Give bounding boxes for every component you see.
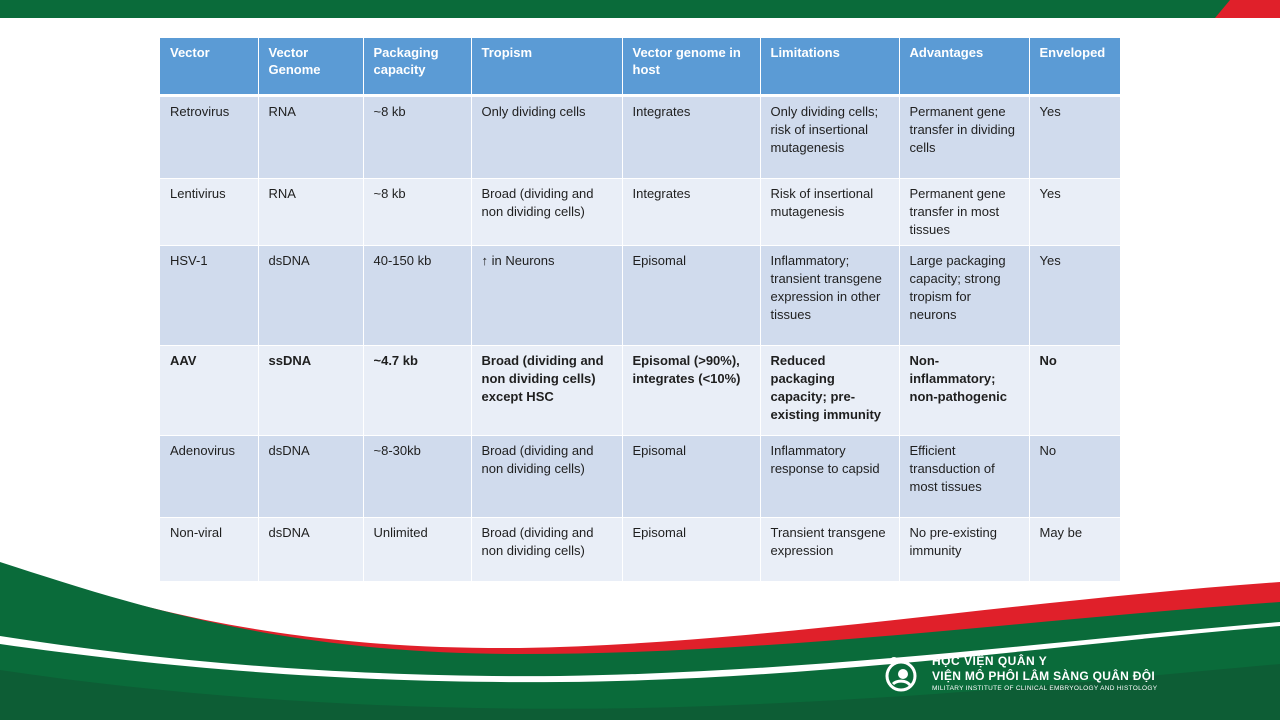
cell-enveloped: Yes [1029, 246, 1120, 346]
cell-tropism: Only dividing cells [471, 96, 622, 179]
header-vector-genome-in-host: Vector genome in host [622, 38, 760, 96]
cell-host: Episomal [622, 518, 760, 582]
header-enveloped: Enveloped [1029, 38, 1120, 96]
cell-vector: Retrovirus [160, 96, 258, 179]
cell-limitations: Only dividing cells; risk of insertional mutagenesis [760, 96, 899, 179]
cell-vector: Non-viral [160, 518, 258, 582]
cell-capacity: ~8-30kb [363, 436, 471, 518]
cell-vector: HSV-1 [160, 246, 258, 346]
cell-genome: RNA [258, 96, 363, 179]
cell-vector: Adenovirus [160, 436, 258, 518]
embryo-logo-icon [884, 654, 920, 694]
logo-title-line1: HỌC VIỆN QUÂN Y [932, 654, 1048, 668]
vector-comparison-table [160, 38, 1121, 582]
cell-capacity: ~8 kb [363, 96, 471, 179]
cell-tropism: ↑ in Neurons [471, 246, 622, 346]
cell-enveloped: Yes [1029, 179, 1120, 246]
table-row [160, 96, 1120, 179]
cell-genome: dsDNA [258, 246, 363, 346]
cell-advantages: Efficient transduction of most tissues [899, 436, 1029, 518]
header-tropism: Tropism [471, 38, 622, 96]
logo-title-line2: VIỆN MÔ PHÔI LÂM SÀNG QUÂN ĐỘI [932, 669, 1156, 683]
cell-advantages: No pre-existing immunity [899, 518, 1029, 582]
header-limitations: Limitations [760, 38, 899, 96]
logo-title-line3: MILITARY INSTITUTE OF CLINICAL EMBRYOLOGY AND HISTOLOGY [932, 685, 1158, 692]
cell-host: Episomal [622, 436, 760, 518]
cell-enveloped: Yes [1029, 96, 1120, 179]
header-advantages: Advantages [899, 38, 1029, 96]
cell-genome: dsDNA [258, 436, 363, 518]
table-row [160, 436, 1120, 518]
cell-limitations: Inflammatory; transient transgene expression in other tissues [760, 246, 899, 346]
cell-genome: RNA [258, 179, 363, 246]
cell-tropism: Broad (dividing and non dividing cells) [471, 179, 622, 246]
cell-advantages: Non-inflammatory; non-pathogenic [899, 346, 1029, 436]
cell-vector: AAV [160, 346, 258, 436]
cell-limitations: Reduced packaging capacity; pre-existing immunity [760, 346, 899, 436]
table-row [160, 179, 1120, 246]
cell-genome: dsDNA [258, 518, 363, 582]
header-packaging-capacity: Packaging capacity [363, 38, 471, 96]
cell-limitations: Risk of insertional mutagenesis [760, 179, 899, 246]
cell-advantages: Permanent gene transfer in most tissues [899, 179, 1029, 246]
table-row [160, 246, 1120, 346]
cell-tropism: Broad (dividing and non dividing cells) [471, 436, 622, 518]
cell-host: Integrates [622, 96, 760, 179]
cell-advantages: Permanent gene transfer in dividing cells [899, 96, 1029, 179]
cell-enveloped: No [1029, 436, 1120, 518]
table-header-row [160, 38, 1120, 96]
cell-host: Episomal [622, 246, 760, 346]
cell-host: Episomal (>90%), integrates (<10%) [622, 346, 760, 436]
cell-capacity: 40-150 kb [363, 246, 471, 346]
cell-host: Integrates [622, 179, 760, 246]
cell-limitations: Inflammatory response to capsid [760, 436, 899, 518]
cell-tropism: Broad (dividing and non dividing cells) [471, 518, 622, 582]
institute-logo [884, 654, 1224, 696]
header-vector-genome: Vector Genome [258, 38, 363, 96]
cell-capacity: ~8 kb [363, 179, 471, 246]
top-banner [0, 0, 1280, 18]
table-row [160, 346, 1120, 436]
header-vector: Vector [160, 38, 258, 96]
cell-advantages: Large packaging capacity; strong tropism for neurons [899, 246, 1029, 346]
cell-enveloped: No [1029, 346, 1120, 436]
cell-limitations: Transient transgene expression [760, 518, 899, 582]
cell-capacity: ~4.7 kb [363, 346, 471, 436]
cell-capacity: Unlimited [363, 518, 471, 582]
cell-tropism: Broad (dividing and non dividing cells) except HSC [471, 346, 622, 436]
cell-genome: ssDNA [258, 346, 363, 436]
cell-vector: Lentivirus [160, 179, 258, 246]
cell-enveloped: May be [1029, 518, 1120, 582]
